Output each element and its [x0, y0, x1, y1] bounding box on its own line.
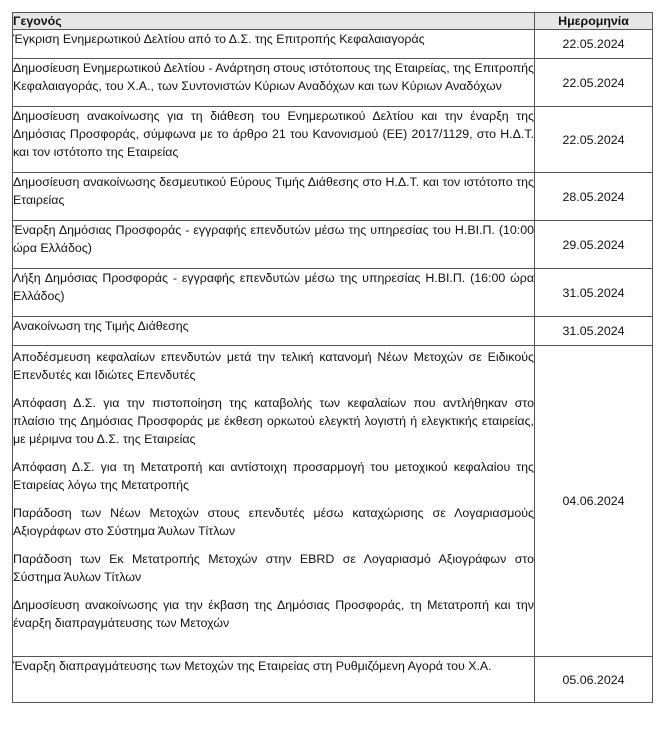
event-text: Λήξη Δημόσιας Προσφοράς - εγγραφής επενδυτών μέσω της υπηρεσίας Η.ΒΙ.Π. (16:00 ώρα Ελλάδος) [13, 271, 534, 303]
event-text: Απόφαση Δ.Σ. για τη Μετατροπή και αντίστοιχη προσαρμογή του μετοχικού κεφαλαίου της Εταιρείας λόγω της Μετατροπής [13, 460, 534, 492]
event-cell [13, 30, 535, 59]
table-row [13, 221, 653, 269]
event-text: Δημοσίευση ανακοίνωσης δεσμευτικού Εύρους Τιμής Διάθεσης στο Η.Δ.Τ. και τον ιστότοπο της Εταιρείας [13, 175, 534, 207]
event-text: Έναρξη Δημόσιας Προσφοράς - εγγραφής επενδυτών μέσω της υπηρεσίας του Η.ΒΙ.Π. (10:00 ώρα Ελλάδος) [13, 223, 534, 255]
event-cell [13, 107, 535, 173]
table-row [13, 59, 653, 107]
event-cell [13, 221, 535, 269]
table-header [13, 13, 653, 30]
event-text: Δημοσίευση ανακοίνωσης για την έκβαση της Δημόσιας Προσφοράς, τη Μετατροπή και την έναρξη διαπραγμάτευσης των Μετοχών [13, 598, 534, 630]
date-cell: 04.06.2024 [535, 346, 653, 657]
table-row [13, 657, 653, 703]
event-cell [13, 59, 535, 107]
column-header-date: Ημερομηνία [535, 13, 653, 30]
event-text: Δημοσίευση ανακοίνωσης για τη διάθεση του Ενημερωτικού Δελτίου και την έναρξη της Δημόσιας Προσφοράς, σύμφωνα με το άρθρο 21 του Κανονισμού (ΕΕ) 2017/1129, στο Η.Δ.Τ. και τον ιστότοπο της Εταιρείας [13, 109, 534, 159]
header-row [13, 13, 653, 30]
event-text: Ανακοίνωση της Τιμής Διάθεσης [13, 319, 189, 333]
event-cell [13, 269, 535, 317]
event-cell [13, 657, 535, 703]
schedule-table [12, 12, 653, 703]
event-text: Αποδέσμευση κεφαλαίων επενδυτών μετά την τελική κατανομή Νέων Μετοχών σε Ειδικούς Επενδυτές και Ιδιώτες Επενδυτές [13, 350, 534, 382]
event-text: Έγκριση Ενημερωτικού Δελτίου από το Δ.Σ. της Επιτροπής Κεφαλαιαγοράς [13, 32, 425, 46]
event-text: Παράδοση των Νέων Μετοχών στους επενδυτές μέσω καταχώρισης σε Λογαριασμούς Αξιογράφων στο Σύστημα Άυλων Τίτλων [13, 506, 534, 538]
table-row [13, 346, 653, 657]
date-cell: 05.06.2024 [535, 657, 653, 703]
date-cell: 28.05.2024 [535, 173, 653, 221]
table-row [13, 317, 653, 346]
column-header-event: Γεγονός [13, 13, 535, 30]
event-text: Απόφαση Δ.Σ. για την πιστοποίηση της καταβολής των κεφαλαίων που αντλήθηκαν στο πλαίσιο της Δημόσιας Προσφοράς με έκθεση ορκωτού ελεγκτή λογιστή ή ελεγκτικής εταιρείας, με μέριμνα του Δ.Σ. της Εταιρείας [13, 396, 534, 446]
date-cell: 29.05.2024 [535, 221, 653, 269]
event-text: Έναρξη διαπραγμάτευσης των Μετοχών της Εταιρείας στη Ρυθμιζόμενη Αγορά του Χ.Α. [13, 659, 492, 673]
event-cell [13, 317, 535, 346]
table-row [13, 173, 653, 221]
date-cell: 31.05.2024 [535, 269, 653, 317]
table-body [13, 30, 653, 703]
table-row [13, 269, 653, 317]
event-cell [13, 173, 535, 221]
table-row [13, 30, 653, 59]
date-cell: 31.05.2024 [535, 317, 653, 346]
date-cell: 22.05.2024 [535, 59, 653, 107]
event-text: Δημοσίευση Ενημερωτικού Δελτίου - Ανάρτηση στους ιστότοπους της Εταιρείας, της Επιτροπής Κεφαλαιαγοράς, του Χ.Α., των Συντονιστών Κύριων Αναδόχων και των Κύριων Αναδόχων [13, 61, 534, 93]
event-cell [13, 346, 535, 657]
event-text: Παράδοση των Εκ Μετατροπής Μετοχών στην EBRD σε Λογαριασμό Αξιογράφων στο Σύστημα Άυλων Τίτλων [13, 552, 534, 584]
table-row [13, 107, 653, 173]
date-cell: 22.05.2024 [535, 107, 653, 173]
date-cell: 22.05.2024 [535, 30, 653, 59]
